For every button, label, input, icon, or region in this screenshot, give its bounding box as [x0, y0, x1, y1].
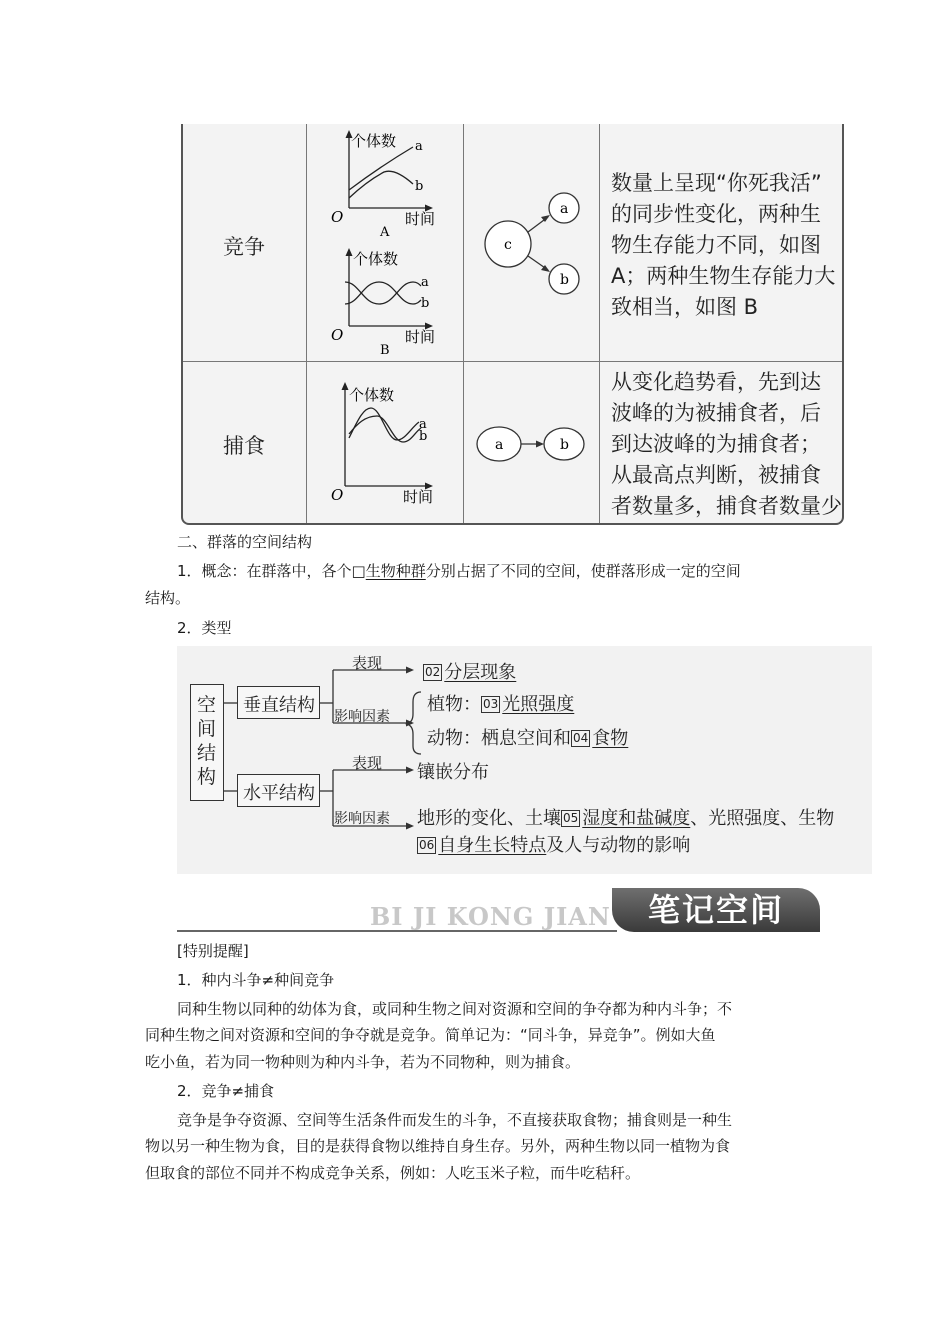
curve-prey: [349, 408, 419, 440]
blank-box: □: [351, 562, 366, 580]
vertical-plant-factor: [427, 690, 574, 716]
predation-relation: [464, 362, 599, 523]
note-1-line: 同种生物之间对资源和空间的争夺就是竞争。简单记为：“同斗争，异竞争”。例如大鱼: [145, 1026, 716, 1044]
vertical-manifest: [423, 658, 516, 684]
note-1-line: 同种生物以同种的幼体为食，或同种生物之间对资源和空间的争夺都为种内斗争；不: [177, 1000, 733, 1018]
concept-line-1: [177, 560, 741, 582]
desc-line: 数量上呈现“你死我活”: [611, 171, 822, 195]
banner-pinyin: BI JI KONG JIAN: [370, 902, 611, 931]
graph-b-xlabel: 时间: [405, 328, 436, 346]
note-1-line: 吃小鱼，若为同一物种则为种内斗争，若为不同物种，则为捕食。: [145, 1053, 581, 1071]
graph-label-b: b: [419, 429, 428, 444]
graph-a-xlabel: 时间: [405, 210, 436, 228]
row-name-predation: 捕食: [223, 434, 265, 458]
graph-b-ylabel: 个体数: [353, 250, 399, 268]
horizontal-factor-line-2: [417, 831, 690, 857]
root-char: 构: [197, 766, 217, 788]
factor-suffix: 、光照强度、生物: [690, 808, 835, 829]
node-a-label: a: [560, 201, 569, 217]
note-2-title: 2．竞争≠捕食: [177, 1082, 275, 1100]
node-b-label: b: [560, 437, 569, 453]
graph-label-a: a: [419, 417, 427, 432]
note-2-line: 但取食的部位不同并不构成竞争关系，例如：人吃玉米子粒，而牛吃秸秆。: [145, 1164, 641, 1182]
notes-header: [特别提醒]: [177, 942, 249, 960]
curve-predator: [349, 416, 421, 442]
graph-a-origin: O: [331, 208, 344, 226]
note-1-title: 1．种内斗争≠种间竞争: [177, 971, 335, 989]
blank-number: 03: [483, 697, 499, 711]
root-char: 结: [197, 742, 217, 764]
concept-answer: 生物种群: [365, 562, 426, 580]
y-axis-arrow: [346, 248, 353, 256]
curve-a: [345, 282, 421, 304]
curve-b: [345, 282, 421, 304]
node-a-label: a: [495, 437, 504, 453]
desc-line: 到达波峰的为捕食者；: [611, 432, 821, 456]
graph-xlabel: 时间: [403, 488, 434, 506]
graph-a-caption: A: [380, 225, 390, 240]
blank-number: 04: [573, 731, 589, 745]
desc-line: 从变化趋势看，先到达: [611, 370, 821, 394]
desc-line: 从最高点判断，被捕食: [611, 463, 821, 487]
arrowhead: [536, 441, 544, 448]
factor-suffix: 及人与动物的影响: [546, 835, 691, 856]
graph-a-label-a: a: [415, 139, 423, 154]
factor-prefix: 地形的变化、土壤: [417, 808, 561, 829]
node-b-label: b: [560, 272, 569, 288]
relations-table: [181, 124, 844, 525]
concept-prefix: 1．概念：在群落中，各个: [177, 562, 352, 580]
vertical-factor-label: 影响因素: [334, 709, 390, 725]
types-label: 2．类型: [177, 619, 232, 637]
graph-a: [331, 130, 435, 240]
graph-origin: O: [331, 486, 344, 504]
blank-number: 05: [563, 811, 579, 825]
plant-label: 植物：: [427, 694, 481, 715]
animal-label: 动物：栖息空间和: [427, 728, 571, 749]
horizontal-structure-box: [237, 774, 320, 807]
animal-value: 食物: [592, 728, 629, 749]
plant-value: 光照强度: [502, 694, 575, 715]
factor-answer: 自身生长特点: [438, 835, 547, 856]
note-2-line: 物以另一种生物为食，目的是获得食物以维持自身生存。另外，两种生物以同一植物为食: [145, 1137, 731, 1155]
graph-b-caption: B: [380, 343, 390, 358]
competition-graphs: [307, 124, 463, 361]
vertical-manifest-value: 分层现象: [444, 662, 517, 683]
desc-line: 致相当，如图 B: [611, 295, 759, 319]
banner-title: 笔记空间: [612, 888, 820, 932]
vertical-structure-label: 垂直结构: [243, 695, 315, 716]
desc-line: 者数量多，捕食者数量少: [611, 494, 842, 518]
vertical-manifest-label: 表现: [352, 654, 383, 672]
competition-relation: [464, 124, 599, 361]
graph-b: [331, 248, 435, 358]
vertical-structure-box: [237, 686, 320, 719]
graph-ylabel: 个体数: [349, 386, 395, 404]
desc-line: A；两种生物生存能力大: [611, 264, 836, 288]
predation-description: [611, 367, 842, 522]
graph-b-label-a: a: [421, 275, 429, 290]
graph-a-ylabel: 个体数: [351, 132, 397, 150]
curve-b: [349, 171, 413, 198]
factor-answer: 湿度和盐碱度: [582, 808, 691, 829]
root-char: 间: [197, 718, 217, 740]
desc-line: 的同步性变化，两种生: [611, 202, 821, 226]
concept-suffix: 分别占据了不同的空间，使群落形成一定的空间: [425, 562, 741, 580]
node-c-label: c: [504, 237, 512, 253]
root-char: 空: [197, 694, 217, 716]
concept-line-2: 结构。: [145, 589, 191, 607]
horizontal-manifest-value: 镶嵌分布: [417, 762, 489, 783]
root-label: [197, 693, 219, 789]
horizontal-manifest-label: 表现: [352, 754, 383, 772]
graph-b-label-b: b: [421, 296, 430, 311]
column-divider: [599, 124, 600, 523]
graph-b-origin: O: [331, 326, 344, 344]
desc-line: 波峰的为被捕食者，后: [611, 401, 821, 425]
spatial-structure-diagram: [177, 646, 872, 874]
competition-description: [611, 168, 835, 323]
blank-number: 06: [419, 838, 435, 852]
blank-number: 02: [425, 665, 441, 679]
vertical-animal-factor: [427, 724, 628, 750]
root-box: [190, 684, 224, 801]
horizontal-factor-label: 影响因素: [334, 811, 390, 827]
curve-a: [349, 147, 413, 190]
y-axis-arrow: [342, 382, 349, 390]
horizontal-factor-line-1: [417, 804, 834, 830]
desc-line: 物生存能力不同，如图: [611, 233, 821, 257]
graph-a-label-b: b: [415, 179, 424, 194]
horizontal-structure-label: 水平结构: [243, 783, 315, 804]
row-name-competition: 竞争: [223, 235, 265, 259]
section-title: 二、群落的空间结构: [177, 533, 313, 551]
note-2-line: 竞争是争夺资源、空间等生活条件而发生的斗争，不直接获取食物；捕食则是一种生: [177, 1111, 733, 1129]
predation-graph: [307, 362, 463, 523]
